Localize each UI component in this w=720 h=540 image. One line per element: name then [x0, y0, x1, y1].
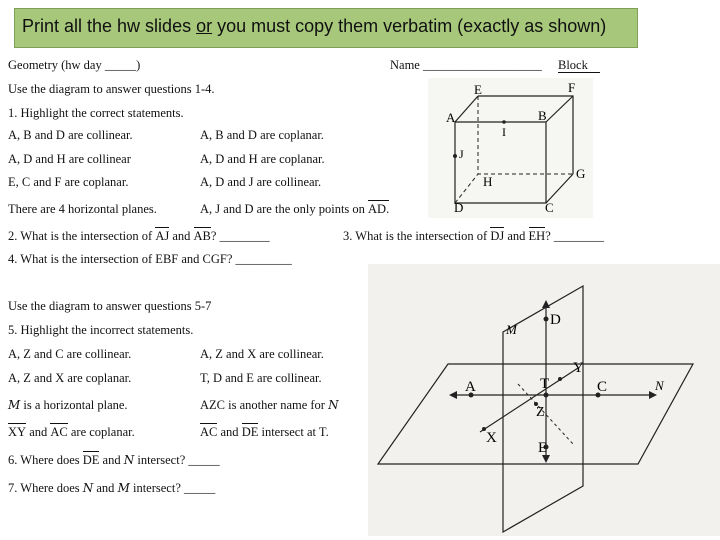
statement-5a: A, Z and C are collinear. — [8, 347, 132, 361]
label-z: Z — [536, 405, 545, 420]
question-7: 7. Where does N and M intersect? _____ — [8, 481, 216, 495]
cube-diagram — [428, 78, 593, 218]
question-6: 6. Where does DE and N intersect? _____ — [8, 453, 220, 467]
statement-5b: A, Z and X are collinear. — [200, 347, 324, 361]
label-e: E — [538, 440, 548, 456]
worksheet-header-block: Block — [558, 58, 600, 73]
worksheet-header-left: Geometry (hw day _____) — [8, 58, 141, 72]
statement-1c: A, D and H are collinear — [8, 152, 131, 166]
label-plane-m: M — [506, 322, 517, 337]
question-1: 1. Highlight the correct statements. — [8, 106, 184, 120]
question-3: 3. What is the intersection of DJ and EH? ________ — [343, 229, 604, 243]
section2-instruction: Use the diagram to answer questions 5-7 — [8, 299, 212, 313]
label-a: A — [465, 379, 476, 395]
question-4: 4. What is the intersection of EBF and CGF? _________ — [8, 252, 292, 266]
statement-5g: XY and AC are coplanar. — [8, 425, 135, 439]
label-j: J — [459, 147, 464, 161]
label-x: X — [486, 430, 497, 446]
point-t — [544, 393, 549, 398]
point-y — [558, 377, 562, 381]
statement-5h: AC and DE intersect at T. — [200, 425, 329, 439]
statement-5e: M is a horizontal plane. — [8, 398, 128, 412]
point-d — [544, 317, 549, 322]
label-a: A — [446, 110, 456, 125]
point-j — [453, 154, 457, 158]
statement-1g: There are 4 horizontal planes. — [8, 202, 157, 216]
point-i — [502, 120, 506, 124]
banner-text: Print all the hw slides or you must copy them verbatim (exactly as shown) — [22, 16, 607, 36]
statement-1f: A, D and J are collinear. — [200, 175, 322, 189]
statement-1h: A, J and D are the only points on AD. — [200, 202, 390, 216]
label-t: T — [540, 376, 550, 392]
label-i: I — [502, 125, 506, 139]
label-g: G — [576, 166, 586, 181]
label-h: H — [483, 174, 493, 189]
question-5: 5. Highlight the incorrect statements. — [8, 323, 194, 337]
label-e: E — [474, 82, 482, 97]
planes-diagram — [368, 264, 720, 536]
label-d: D — [454, 200, 464, 215]
label-b: B — [538, 108, 547, 123]
section1-instruction: Use the diagram to answer questions 1-4. — [8, 82, 215, 96]
label-y: Y — [573, 360, 584, 376]
question-2: 2. What is the intersection of AJ and AB? ________ — [8, 229, 270, 243]
statement-1e: E, C and F are coplanar. — [8, 175, 129, 189]
label-c: C — [545, 200, 554, 215]
statement-5c: A, Z and X are coplanar. — [8, 371, 132, 385]
statement-5f: AZC is another name for N — [200, 398, 339, 412]
label-plane-n: N — [655, 378, 664, 393]
worksheet-header-name: Name ___________________ — [390, 58, 542, 72]
statement-5d: T, D and E are collinear. — [200, 371, 322, 385]
cube-background — [428, 78, 593, 218]
statement-1a: A, B and D are collinear. — [8, 128, 133, 142]
statement-1d: A, D and H are coplanar. — [200, 152, 325, 166]
label-d: D — [550, 312, 561, 328]
label-c: C — [597, 379, 608, 395]
statement-1b: A, B and D are coplanar. — [200, 128, 324, 142]
label-f: F — [568, 80, 576, 95]
